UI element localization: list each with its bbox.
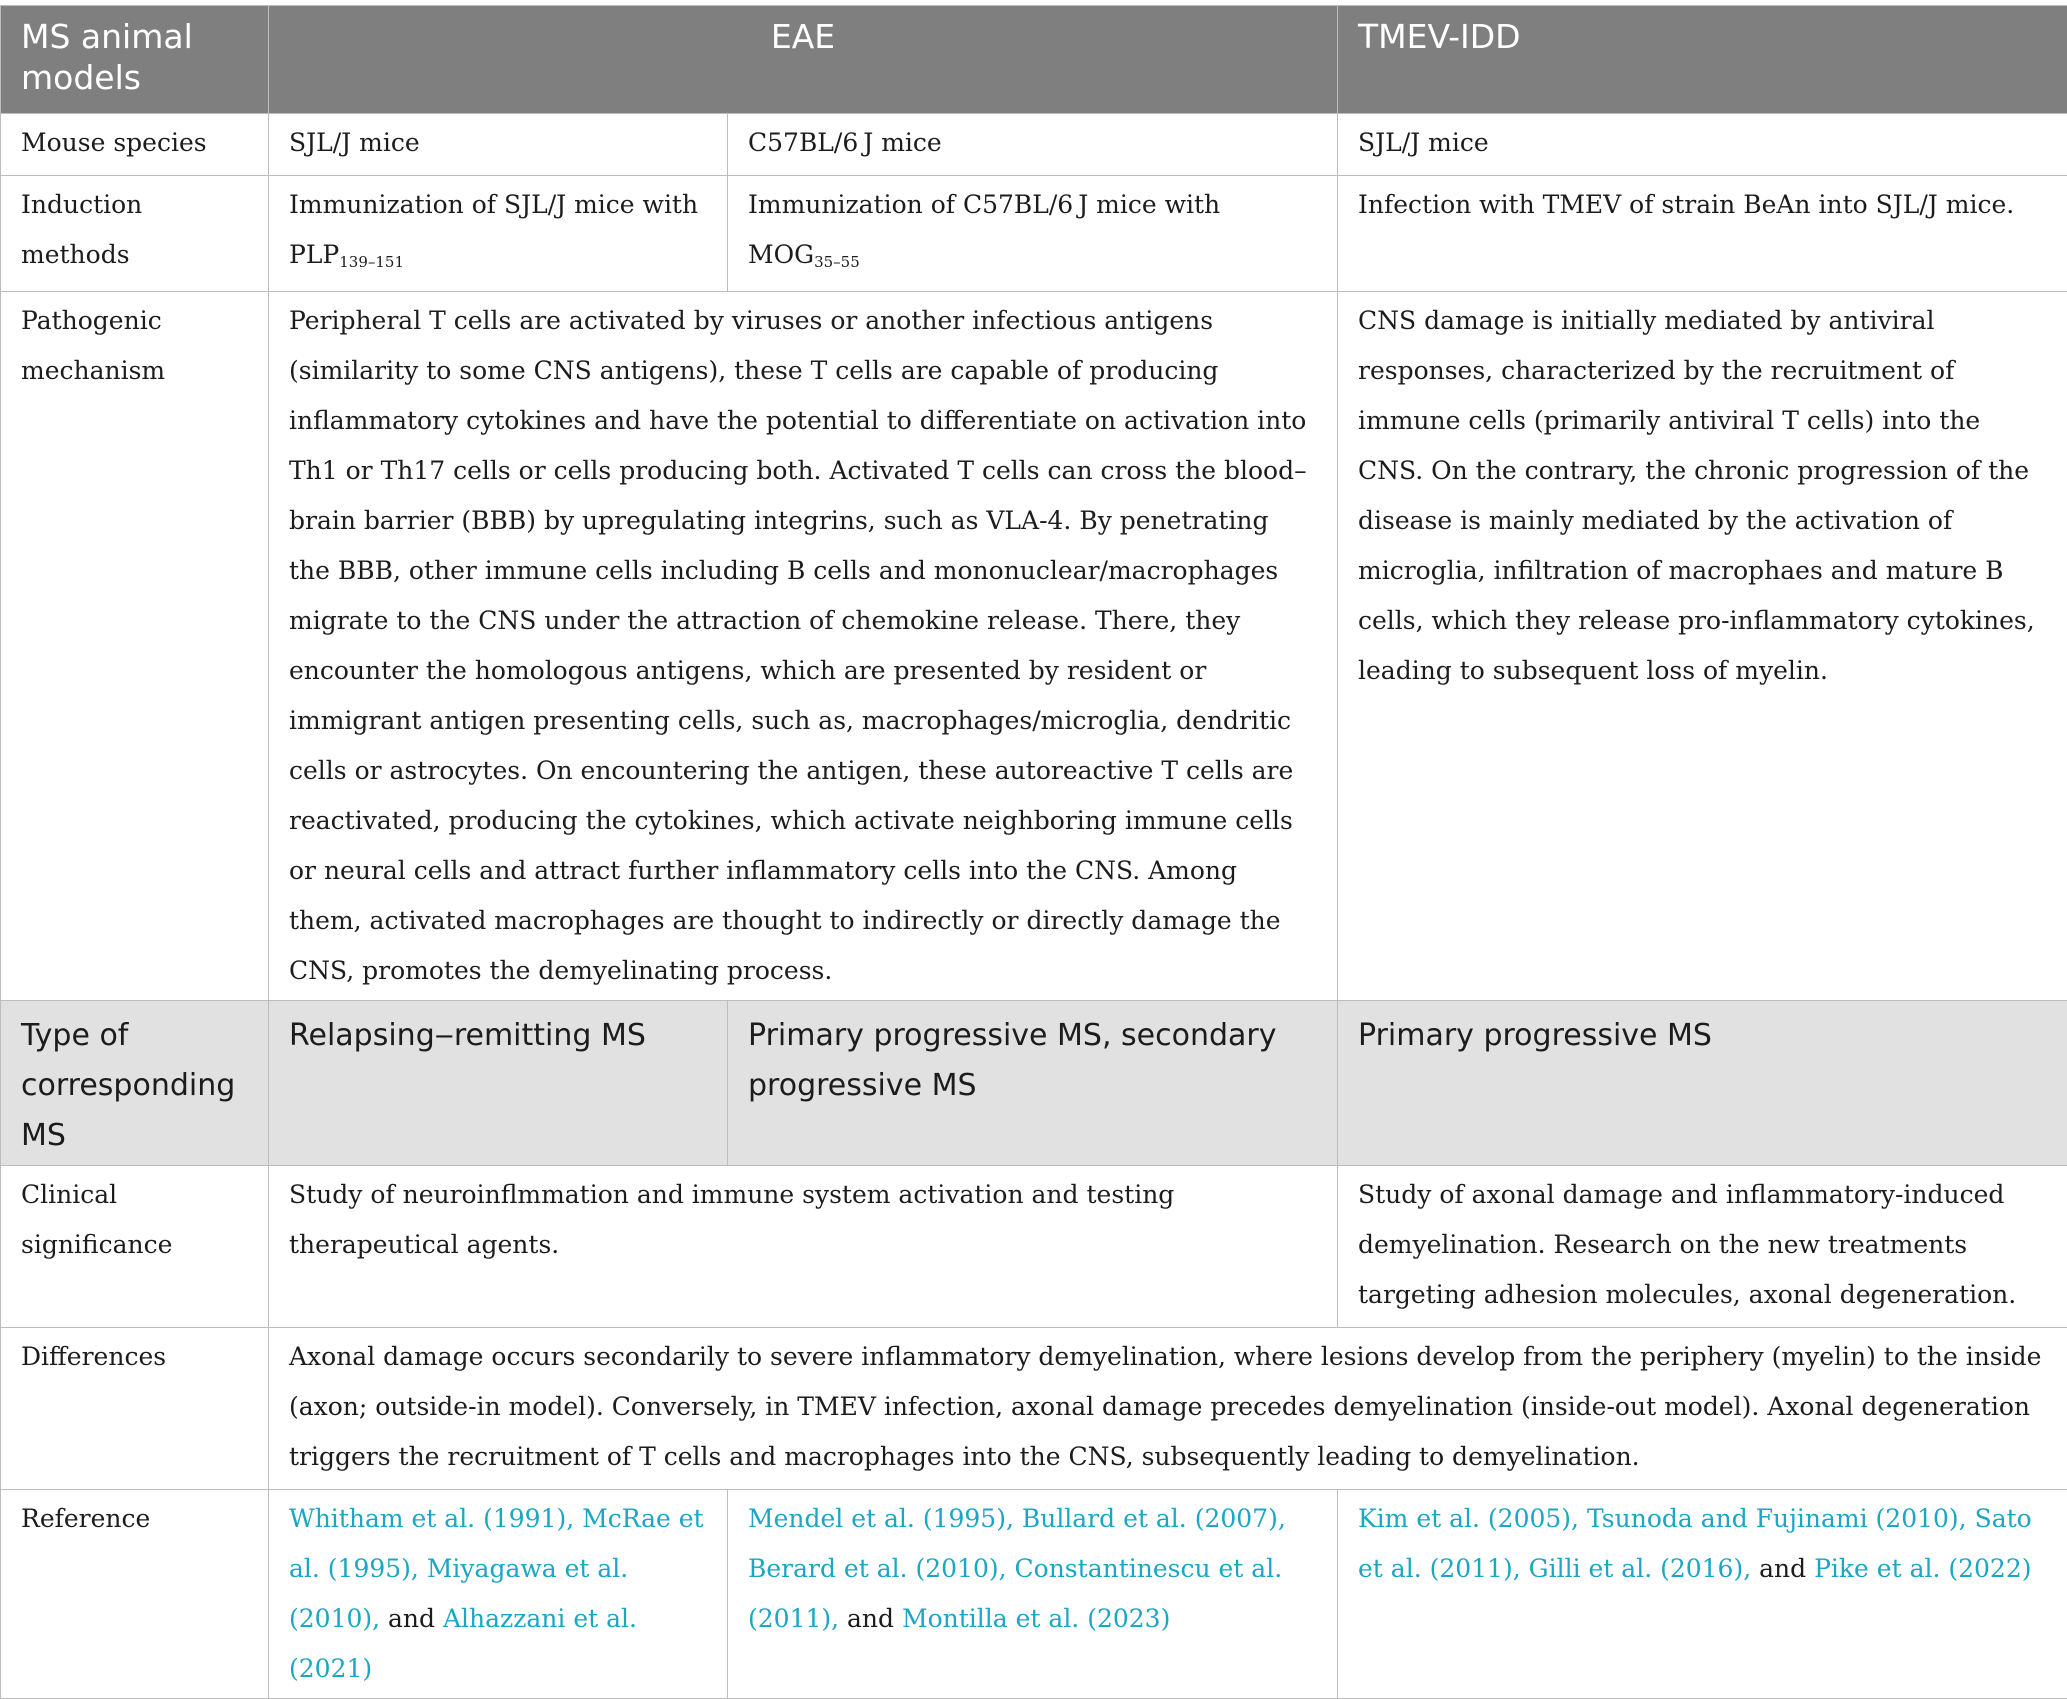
ms-animal-models-table bbox=[0, 5, 2067, 1699]
reference-link[interactable]: Whitham et al. (1991), bbox=[289, 1504, 582, 1533]
row-label: Clinical significance bbox=[1, 1166, 269, 1328]
row-induction-methods bbox=[1, 176, 2067, 292]
row-label: Type of corresponding MS bbox=[1, 1001, 269, 1166]
row-differences bbox=[1, 1328, 2067, 1490]
header-tmev-idd: TMEV-IDD bbox=[1338, 6, 2067, 114]
reference-link[interactable]: Berard et al. (2010), bbox=[748, 1554, 1015, 1583]
reference-link[interactable]: Miyagawa et al. (2010), bbox=[289, 1554, 628, 1633]
cell-eae-clinical: Study of neuroinflmmation and immune system activation and testing therapeutical agents. bbox=[269, 1166, 1338, 1328]
reference-and: and bbox=[839, 1604, 902, 1633]
reference-link[interactable]: Constantinescu et al. (2011), bbox=[748, 1554, 1282, 1633]
cell-c57-species: C57BL/6 J mice bbox=[728, 114, 1338, 176]
reference-link[interactable]: Alhazzani et al. (2021) bbox=[289, 1604, 637, 1683]
header-ms-animal-models: MS animal models bbox=[1, 6, 269, 114]
cell-c57-induction bbox=[728, 176, 1338, 292]
cell-sjl-ms-type: Relapsing‒remitting MS bbox=[269, 1001, 728, 1166]
row-type-of-ms bbox=[1, 1001, 2067, 1166]
row-pathogenic-mechanism bbox=[1, 292, 2067, 1001]
cell-c57-ms-type: Primary progressive MS, secondary progressive MS bbox=[728, 1001, 1338, 1166]
cell-sjl-species: SJL/J mice bbox=[269, 114, 728, 176]
reference-and: and bbox=[380, 1604, 443, 1633]
cell-sjl-references bbox=[269, 1490, 728, 1699]
header-eae: EAE bbox=[269, 6, 1338, 114]
induction-text: Immunization of C57BL/6 J mice with MOG bbox=[748, 190, 1220, 269]
cell-tmev-pathogenic: CNS damage is initially mediated by antiviral responses, characterized by the recruitment of immune cells (primarily antiviral T cells) into the CNS. On the contrary, the chronic progression of the disease is mainly mediated by the activation of microglia, infiltration of macrophaes and mature B cells, which they release pro-inflammatory cytokines, leading to subsequent loss of myelin. bbox=[1338, 292, 2067, 1001]
reference-link[interactable]: Pike et al. (2022) bbox=[1814, 1554, 2031, 1583]
cell-tmev-references bbox=[1338, 1490, 2067, 1699]
row-label: Differences bbox=[1, 1328, 269, 1490]
row-label: Mouse species bbox=[1, 114, 269, 176]
cell-differences: Axonal damage occurs secondarily to severe inflammatory demyelination, where lesions develop from the periphery (myelin) to the inside (axon; outside-in model). Conversely, in TMEV infection, axonal damage precedes demyelination (inside-out model). Axonal degeneration triggers the recruitment of T cells and macrophages into the CNS, subsequently leading to demyelination. bbox=[269, 1328, 2067, 1490]
row-label: Reference bbox=[1, 1490, 269, 1699]
induction-text: Immunization of SJL/J mice with PLP bbox=[289, 190, 698, 269]
mog-subscript: 35–55 bbox=[814, 253, 860, 271]
cell-tmev-clinical: Study of axonal damage and inflammatory-induced demyelination. Research on the new treatments targeting adhesion molecules, axonal degeneration. bbox=[1338, 1166, 2067, 1328]
reference-link[interactable]: Montilla et al. (2023) bbox=[902, 1604, 1170, 1633]
cell-tmev-ms-type: Primary progressive MS bbox=[1338, 1001, 2067, 1166]
row-label: Pathogenic mechanism bbox=[1, 292, 269, 1001]
reference-link[interactable]: Kim et al. (2005), bbox=[1358, 1504, 1587, 1533]
cell-c57-references bbox=[728, 1490, 1338, 1699]
cell-tmev-induction: Infection with TMEV of strain BeAn into SJL/J mice. bbox=[1338, 176, 2067, 292]
table-header-row bbox=[1, 6, 2067, 114]
row-label: Induction methods bbox=[1, 176, 269, 292]
reference-link[interactable]: Sato et al. (2011), bbox=[1358, 1504, 2032, 1583]
reference-link[interactable]: Tsunoda and Fujinami (2010), bbox=[1587, 1504, 1975, 1533]
reference-and: and bbox=[1751, 1554, 1814, 1583]
plp-subscript: 139–151 bbox=[339, 253, 404, 271]
reference-link[interactable]: Mendel et al. (1995), bbox=[748, 1504, 1022, 1533]
row-reference bbox=[1, 1490, 2067, 1699]
row-clinical-significance bbox=[1, 1166, 2067, 1328]
cell-sjl-induction bbox=[269, 176, 728, 292]
cell-tmev-species: SJL/J mice bbox=[1338, 114, 2067, 176]
reference-link[interactable]: McRae et al. (1995), bbox=[289, 1504, 704, 1583]
reference-link[interactable]: Gilli et al. (2016), bbox=[1529, 1554, 1752, 1583]
reference-link[interactable]: Bullard et al. (2007), bbox=[1022, 1504, 1286, 1533]
row-mouse-species bbox=[1, 114, 2067, 176]
cell-eae-pathogenic: Peripheral T cells are activated by viruses or another infectious antigens (similarity to some CNS antigens), these T cells are capable of producing inflammatory cytokines and have the potential to differentiate on activation into Th1 or Th17 cells or cells producing both. Activated T cells can cross the blood–brain barrier (BBB) by upregulating integrins, such as VLA-4. By penetrating the BBB, other immune cells including B cells and mononuclear/macrophages migrate to the CNS under the attraction of chemokine release. There, they encounter the homologous antigens, which are presented by resident or immigrant antigen presenting cells, such as, macrophages/microglia, dendritic cells or astrocytes. On encountering the antigen, these autoreactive T cells are reactivated, producing the cytokines, which activate neighboring immune cells or neural cells and attract further inflammatory cells into the CNS. Among them, activated macrophages are thought to indirectly or directly damage the CNS, promotes the demyelinating process. bbox=[269, 292, 1338, 1001]
